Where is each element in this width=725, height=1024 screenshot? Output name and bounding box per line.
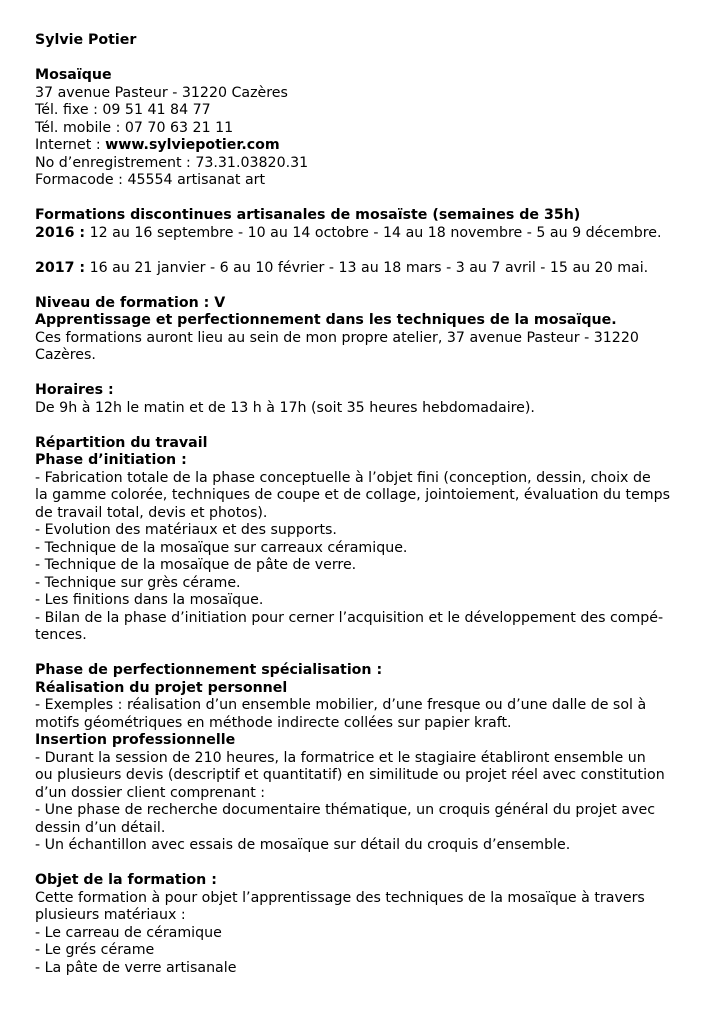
list-item: - Technique sur grès cérame. xyxy=(35,574,241,591)
text-line: dessin d’un détail. xyxy=(35,819,166,836)
registration-number: No d’enregistrement : 73.31.03820.31 xyxy=(35,154,309,171)
text-line: la gamme colorée, techniques de coupe et de collage, jointoiement, évaluation du temps xyxy=(35,487,671,503)
list-item: - Technique de la mosaïque sur carreaux céramique. xyxy=(35,539,408,556)
repartition-title: Répartition du travail xyxy=(35,434,208,451)
projet-title: Réalisation du projet personnel xyxy=(35,679,288,696)
formations-title: Formations discontinues artisanales de mosaïste (semaines de 35h) xyxy=(35,207,581,223)
internet-line xyxy=(35,137,700,155)
text-line: - Exemples : réalisation d’un ensemble mobilier, d’une fresque ou d’une dalle de sol à xyxy=(35,697,647,713)
list-item: - Bilan de la phase d’initiation pour cerner l’acquisition et le développement des compé- xyxy=(35,609,664,626)
formacode: Formacode : 45554 artisanat art xyxy=(35,172,266,188)
dates-2017 xyxy=(35,260,700,278)
text-line: tences. xyxy=(35,627,87,643)
text-line: ou plusieurs devis (descriptif et quantitatif) en similitude ou projet réel avec constitution xyxy=(35,767,665,783)
phase-initiation-title: Phase d’initiation : xyxy=(35,452,187,468)
text-line: d’un dossier client comprenant : xyxy=(35,784,266,801)
perfectionnement-title: Phase de perfectionnement spécialisation : xyxy=(35,662,383,678)
list-item: - Les finitions dans la mosaïque. xyxy=(35,592,264,608)
objet-title: Objet de la formation : xyxy=(35,872,217,888)
niveau-text-line: Cazères. xyxy=(35,347,96,363)
horaires-text: De 9h à 12h le matin et de 13 h à 17h (soit 35 heures hebdomadaire). xyxy=(35,399,535,416)
author-name: Sylvie Potier xyxy=(35,32,137,48)
list-item: - Technique de la mosaïque de pâte de verre. xyxy=(35,557,357,573)
internet-label: Internet : xyxy=(35,137,106,153)
list-item: - Evolution des matériaux et des supports. xyxy=(35,522,337,538)
text-line: - Fabrication totale de la phase conceptuelle à l’objet fini (conception, dessin, choix de xyxy=(35,469,651,486)
list-item: - La pâte de verre artisanale xyxy=(35,959,237,976)
business-title: Mosaïque xyxy=(35,67,112,83)
text-line: plusieurs matériaux : xyxy=(35,907,186,923)
text-line: de travail total, devis et photos). xyxy=(35,504,268,521)
list-item: - Un échantillon avec essais de mosaïque sur détail du croquis d’ensemble. xyxy=(35,837,571,853)
text-line: Cette formation à pour objet l’apprentissage des techniques de la mosaïque à travers xyxy=(35,889,645,906)
list-item: - Le carreau de céramique xyxy=(35,924,222,941)
phone-mobile: Tél. mobile : 07 70 63 21 11 xyxy=(35,119,234,136)
list-item: - Le grés cérame xyxy=(35,942,155,958)
dates-2016 xyxy=(35,225,700,243)
text-line: - Une phase de recherche documentaire thématique, un croquis général du projet avec xyxy=(35,802,656,818)
horaires-title: Horaires : xyxy=(35,382,114,398)
year-2017-label: 2017 : xyxy=(35,259,86,276)
website-link[interactable]: www.sylviepotier.com xyxy=(105,137,280,153)
address: 37 avenue Pasteur - 31220 Cazères xyxy=(35,84,288,101)
year-2016-dates: 12 au 16 septembre - 10 au 14 octobre - 14 au 18 novembre - 5 au 9 décembre. xyxy=(85,224,662,241)
year-2016-label: 2016 : xyxy=(35,224,86,241)
niveau-title: Niveau de formation : V xyxy=(35,294,226,311)
year-2017-dates: 16 au 21 janvier - 6 au 10 février - 13 au 18 mars - 3 au 7 avril - 15 au 20 mai. xyxy=(85,259,649,276)
niveau-subtitle: Apprentissage et perfectionnement dans les techniques de la mosaïque. xyxy=(35,312,617,328)
niveau-text-line: Ces formations auront lieu au sein de mon propre atelier, 37 avenue Pasteur - 31220 xyxy=(35,329,639,346)
text-line: - Durant la session de 210 heures, la formatrice et le stagiaire établiront ensemble un xyxy=(35,749,646,766)
text-line: motifs géométriques en méthode indirecte collées sur papier kraft. xyxy=(35,714,512,731)
phone-fixed: Tél. fixe : 09 51 41 84 77 xyxy=(35,102,211,118)
insertion-title: Insertion professionnelle xyxy=(35,732,236,748)
